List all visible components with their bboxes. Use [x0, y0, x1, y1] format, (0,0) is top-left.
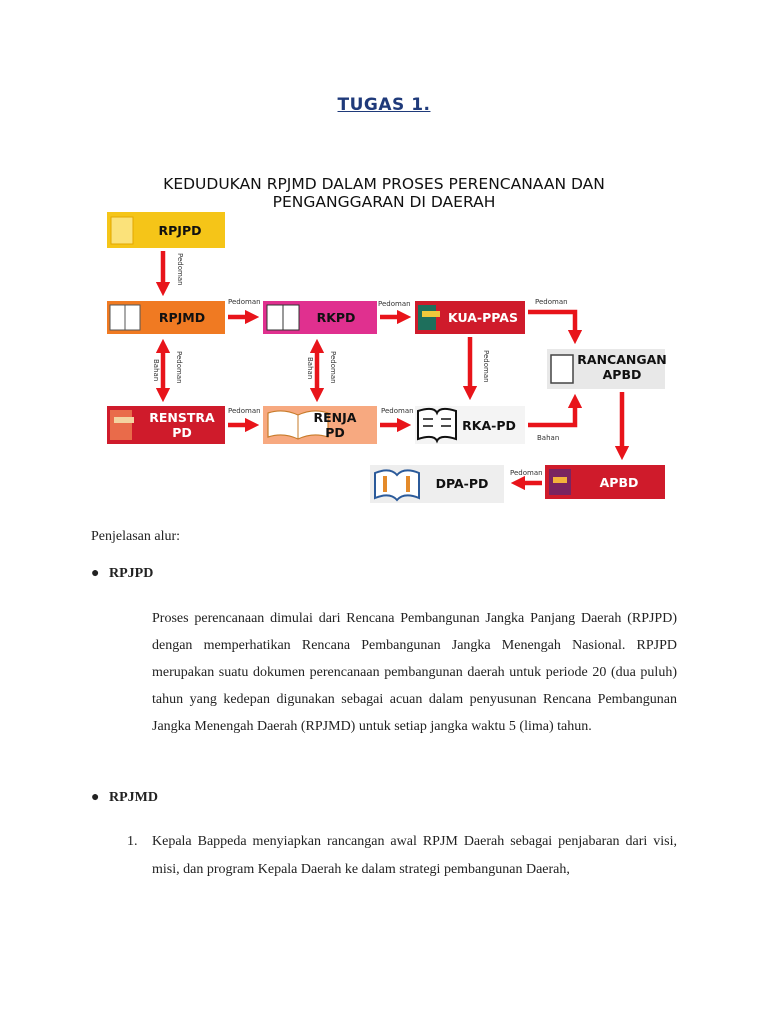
- edge-label-pedoman: Pedoman: [378, 300, 411, 308]
- box-dpa-pd: [370, 465, 504, 503]
- arrow-kua-ppas-rancangan: [528, 312, 575, 337]
- box-renstra-pd: [107, 406, 225, 444]
- svg-text:RPJMD: RPJMD: [158, 310, 206, 325]
- diagram-title-line1: KEDUDUKAN RPJMD DALAM PROSES PERENCANAAN DAN: [163, 175, 605, 193]
- list-item: [127, 828, 677, 884]
- edge-label-bahan: Bahan: [537, 434, 560, 442]
- box-rkpd: [263, 301, 377, 334]
- svg-text:RENSTRA: RENSTRA: [149, 410, 215, 425]
- list-number: 1.: [127, 834, 138, 849]
- diagram-title-line2: PENGANGGARAN DI DAERAH: [272, 193, 496, 211]
- edge-label-pedoman: Pedoman: [535, 298, 568, 306]
- edge-label-pedoman: Pedoman: [482, 350, 490, 383]
- books-icon: [110, 410, 132, 440]
- svg-text:RANCANGAN: RANCANGAN: [577, 352, 667, 367]
- bullet-dot: ●: [91, 566, 100, 581]
- page-title: TUGAS 1.: [337, 95, 431, 115]
- box-rka-pd: [415, 406, 525, 444]
- edge-label-pedoman: Pedoman: [329, 351, 337, 384]
- svg-text:RENJA: RENJA: [313, 410, 357, 425]
- edge-label-pedoman: Pedoman: [176, 253, 184, 286]
- edge-label-pedoman: Pedoman: [228, 407, 261, 415]
- list-text: Kepala Bappeda menyiapkan rancangan awal RPJM Daerah sebagai penjabaran dari visi, misi, dan program Kepala Daerah ke dalam strategi pembangunan Daerah,: [152, 834, 677, 877]
- bullet-dot: ●: [91, 790, 100, 805]
- flow-diagram: [100, 165, 680, 510]
- box-rancangan-apbd: [547, 349, 667, 389]
- svg-text:RPJPD: RPJPD: [158, 223, 202, 238]
- open-book-icon: [375, 470, 419, 500]
- open-book-icon: [418, 409, 456, 441]
- svg-text:DPA-PD: DPA-PD: [435, 476, 489, 491]
- box-apbd: [545, 465, 665, 499]
- books-icon: [418, 305, 436, 330]
- box-rpjpd: [107, 212, 225, 248]
- box-renja-pd: [263, 406, 377, 444]
- svg-text:RKA-PD: RKA-PD: [462, 418, 516, 433]
- svg-text:PD: PD: [172, 425, 192, 440]
- edge-label-pedoman: Pedoman: [510, 469, 543, 477]
- svg-text:APBD: APBD: [599, 475, 639, 490]
- paragraph-rpjpd: Proses perencanaan dimulai dari Rencana Pembangunan Jangka Panjang Daerah (RPJPD) dengan memperhatikan Rencana Pembangunan Jangka Menengah Nasional. RPJPD merupakan suatu dokumen perencanaan pembangunan daerah untuk periode 20 (dua puluh) tahun yang kedepan digunakan sebagai acuan dalam penyusunan Rencana Pembangunan Jangka Menengah Daerah (RPJMD) untuk setiap jangka waktu 5 (lima) tahun.: [152, 611, 677, 734]
- edge-label-pedoman: Pedoman: [381, 407, 414, 415]
- svg-text:RKPD: RKPD: [316, 310, 356, 325]
- edge-label-bahan: Bahan: [152, 359, 160, 382]
- edge-label-pedoman: Pedoman: [175, 351, 183, 384]
- arrow-rka-rancangan: [528, 401, 575, 425]
- document-icon: [111, 217, 133, 244]
- svg-text:APBD: APBD: [602, 367, 642, 382]
- box-rpjmd: [107, 301, 225, 334]
- book-icon: [551, 355, 573, 383]
- edge-label-pedoman: Pedoman: [228, 298, 261, 306]
- box-kua-ppas: [415, 301, 525, 334]
- svg-text:KUA-PPAS: KUA-PPAS: [448, 310, 518, 325]
- edge-label-bahan: Bahan: [306, 357, 314, 380]
- bullet-heading-rpjmd: ● RPJMD: [91, 790, 158, 805]
- bullet-heading-rpjpd: ● RPJPD: [91, 566, 154, 581]
- intro-text: Penjelasan alur:: [91, 529, 181, 544]
- svg-text:PD: PD: [325, 425, 345, 440]
